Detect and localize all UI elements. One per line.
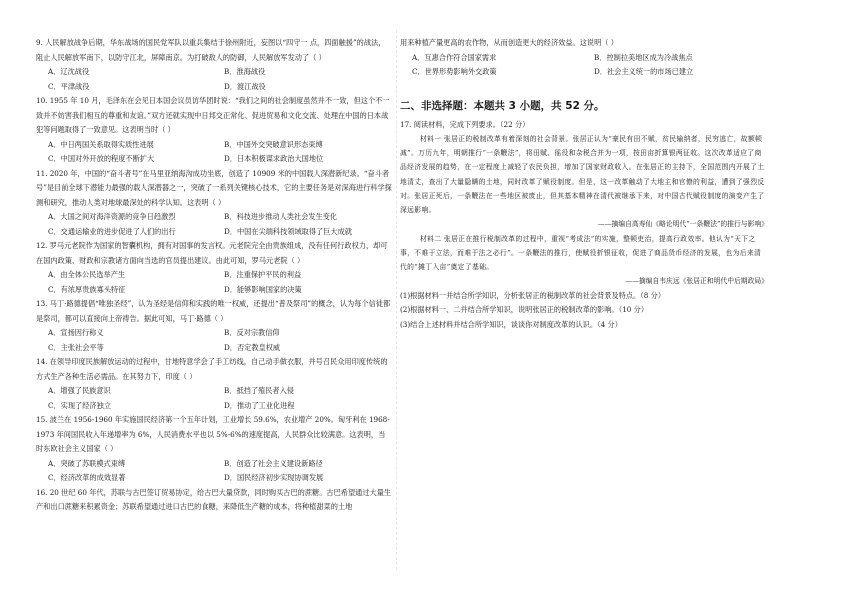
q11-options — [48, 210, 392, 239]
q16-option-a: A．互惠合作符合国家需求 — [412, 52, 497, 62]
q13-stem: 13. 马丁·路德提倡“唯独圣经”，认为圣经是信仰和实践的唯一权威，还提出“普及祭司”的概念，认为每个信徒都是祭司，都可以直接向上帝祷告。据此可知，马丁·路德（ ） — [36, 299, 391, 323]
q16-stem: 16. 20 世纪 60 年代，苏联与古巴签订贸易协定，给古巴大量贷款，同时购买古巴的蔗糖。古巴希望通过大量生产和出口蔗糖来积累资金；苏联希望通过进口古巴的食糖，来降低生产糖的成本，将种植甜菜的土地 — [36, 487, 392, 511]
q11-option-b: B．科技进步推动人类社会发生变化 — [224, 212, 338, 221]
q17-sub-question-1: (1)根据材料一并结合所学知识，分析张居正的税制改革的社会背景及特点。（8 分） — [400, 290, 666, 300]
q14-option-d: D．推动了工业化进程 — [224, 400, 295, 410]
q15-option-b: B．创造了社会主义建设新路径 — [224, 458, 323, 468]
q13-option-c: C．主张社会平等 — [48, 342, 104, 352]
q15-option-a: A．突破了苏联模式束缚 — [48, 458, 126, 468]
q12-stem: 12. 罗马元老院作为国家的智囊机构，拥有对国事的发言权。元老院完全由贵族组成，没有任何行政权力，却可在国内政策、财政和宗教诸方面向当选的官员提出建议。由此可知，罗马元老院（ ） — [36, 241, 388, 265]
q12-options — [48, 268, 392, 297]
q9-option-d: D．渡江战役 — [224, 81, 266, 91]
q12-option-d: D．能够影响国家的决策 — [224, 284, 302, 294]
q14-option-a: A．增强了民族意识 — [48, 386, 111, 395]
q14-options — [48, 384, 392, 413]
q11-stem: 11. 2020 年，中国的“奋斗者号”在马里亚纳海沟成功坐底，创造了 10909 米的中国载人深潜新纪录。“奋斗者号”是目前全球下潜能力最强的载人深潜器之一，突破了一系列关键核心技术，它的主要任务是对深海进行科学探测和研究，推动人类对地球最深处的科学认知。这表明（ ） — [36, 168, 392, 207]
q13-option-a: A．宣扬因行称义 — [48, 328, 104, 337]
q15-options — [48, 457, 392, 486]
q13-options — [48, 326, 392, 355]
page-fold-line — [396, 30, 397, 570]
section-title-non-choice: 二、非选择题：本题共 3 小题，共 52 分。 — [400, 99, 605, 112]
q10-stem: 10. 1955 年 10 月，毛泽东在会见日本国会议员访华团时说：“我们之间的社会制度虽然并不一致，但这个不一致并不妨害我们相互的尊重和友谊。”双方还就实现中日邦交正常化、促进贸易和文化交流、处理在中国的日本战犯等问题取得了一致意见。这表明当时（ ） — [36, 96, 390, 134]
q16-option-b: B．控制拉美地区成为冷战焦点 — [594, 52, 693, 62]
q17-source-one: ——摘编自高寿仙《略论明代“一条鞭法”的推行与影响》 — [597, 220, 768, 229]
q9-options — [48, 65, 392, 94]
right-column — [400, 36, 768, 332]
q9-option-a: A．辽沈战役 — [48, 67, 90, 76]
q17-sub-question-2: (2)根据材料一、二并结合所学知识，说明张居正的税制改革的影响。（10 分） — [400, 305, 649, 315]
q17-source-two: ——摘编自韦庆远《张居正和明代中后期政局》 — [625, 277, 768, 286]
q10-option-d: D．日本积极谋求政治大国地位 — [224, 154, 324, 163]
q9-option-c: C．平津战役 — [48, 81, 90, 91]
q14-stem: 14. 在领导印度民族解放运动的过程中，甘地特意学会了手工纺线，自己动手做衣服，并号召民众用印度传统的方式生产各种生活必需品。在其努力下，印度（ ） — [36, 357, 388, 381]
q14-option-b: B．抵挡了殖民者入侵 — [224, 386, 294, 395]
q9-stem: 9. 人民解放战争后期，华东战场的国民党军队以重兵集结于徐州附近，妄图以“四守一 点，四面触援”的战法，阻止人民解放军南下，以防守江北，屏障南京。为打破敌人的防御，人民解放军发动了（ ） — [36, 38, 386, 62]
q16-options — [412, 51, 768, 80]
q13-option-b: B．反对宗教信仰 — [224, 328, 280, 337]
q12-option-c: C．有浓厚贵族寡头特征 — [48, 284, 126, 294]
q15-option-d: D．国民经济初步实现协调发展 — [224, 473, 324, 482]
q16-option-d: D．社会主义统一的市场已建立 — [594, 67, 694, 76]
q16-stem-continued: 用来种植产量更高的农作物，从而创造更大的经济效益。这说明（ ） — [400, 38, 618, 47]
q10-options — [48, 138, 392, 167]
q13-option-d: D．否定教皇权威 — [224, 342, 281, 352]
q16-option-c: C．世界形势影响外交政策 — [412, 67, 497, 76]
q9-option-b: B．淮海战役 — [224, 67, 266, 76]
q10-option-b: B．中国外交突破意识形态束缚 — [224, 139, 323, 149]
q15-option-c: C．经济改革的成效显著 — [48, 473, 126, 482]
q11-option-c: C．交通运输业的进步促进了人们的出行 — [48, 226, 176, 236]
q12-option-a: A．由全体公民选举产生 — [48, 270, 126, 279]
q15-stem: 15. 波兰在 1956-1960 年实施国民经济第一个五年计划，工业增长 59.6%，农业增产 20%。匈牙利在 1968-1973 年间国民收入年递增率为 6%，人民消费水平也以 5%-6%的速度提高，人民群众比较满意。这表明，当时东欧社会主义国家（ ） — [36, 415, 390, 453]
q11-option-a: A．大国之间对海洋资源的竞争日趋激烈 — [48, 212, 176, 221]
q17-material-two: 材料二 张居正在推行税制改革的过程中，重视“考成法”的实施，整顿吏治，提高行政效率。他认为“天下之事，不难于立法，而难于法之必行”。一条鞭法的推行，使赋役折银征收，促进了商品货币经济的发展，也为后来清代的“摊丁入亩”奠定了基础。 — [400, 234, 762, 272]
q14-option-c: C．实现了经济独立 — [48, 400, 112, 410]
q17-sub-question-3: (3)结合上述材料并结合所学知识，谈谈你对制度改革的认识。（4 分） — [400, 319, 622, 329]
left-column — [36, 36, 392, 515]
q11-option-d: D．中国在尖端科技领域取得了巨大成就 — [224, 226, 352, 236]
q17-material-one: 材料一 张居正的税制改革有着深刻的社会背景。张居正认为“豪民有田不赋，贫民输纳者，民穷逃亡，故额顿减”。万历九年，明朝推行“一条鞭法”，将田赋、徭役和杂税合并为一项，按田亩折算银两征收。这次改革适应了商品经济发展的趋势，在一定程度上减轻了农民负担，增加了国家财政收入。在张居正的主持下，全国范围内开展了土地清丈，查出了大量隐瞒的土地，同时改革了赋役制度。但是，这一改革触动了大地主和官僚的利益，遭到了强烈反对。张居正死后，一条鞭法在一些地区被废止，但其基本精神在清代被继承下来，对中国古代赋役制度的演变产生了深远影响。 — [400, 135, 765, 215]
q12-option-b: B．注重保护平民的利益 — [224, 270, 302, 279]
q17-stem: 17. 阅读材料，完成下列要求。（22 分） — [400, 119, 530, 129]
q10-option-c: C．中国对外开放的程度不断扩大 — [48, 154, 155, 163]
q10-option-a: A．中日两国关系取得实质性进展 — [48, 139, 154, 149]
